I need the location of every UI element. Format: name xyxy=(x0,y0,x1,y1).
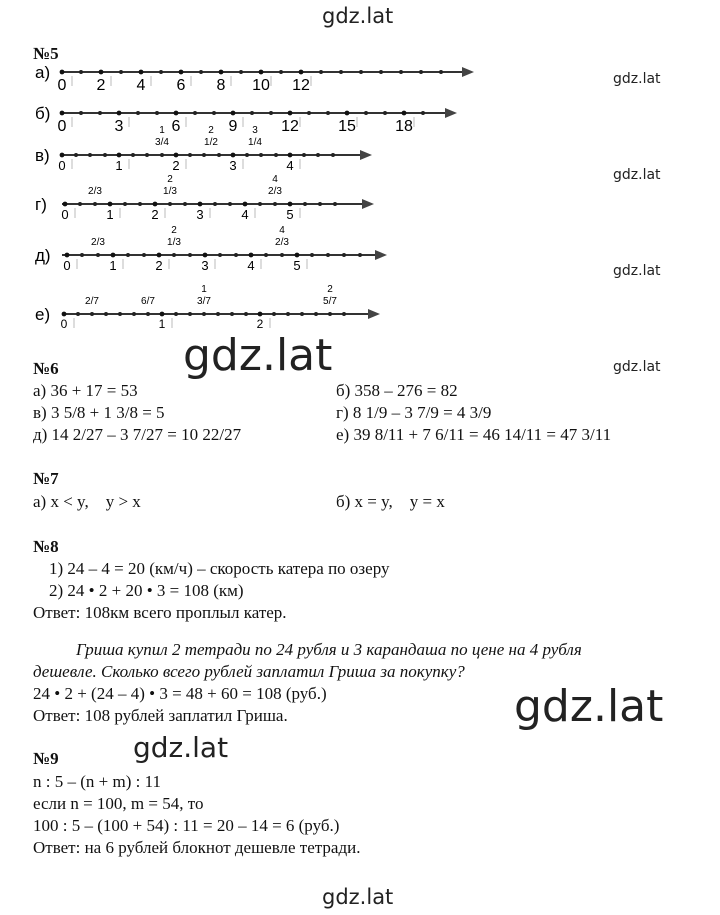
watermark-top: gdz.lat xyxy=(322,4,394,28)
task7-b: б) x = y, y = x xyxy=(336,492,445,511)
axis-arrow xyxy=(368,309,380,319)
task6-v: в) 3 5/8 + 1 3/8 = 5 xyxy=(33,403,165,422)
axis-dot xyxy=(316,153,320,157)
axis-dot xyxy=(379,70,383,74)
axis-dot xyxy=(98,111,102,115)
axis-dot xyxy=(216,312,220,316)
axis-dot xyxy=(126,253,130,257)
tick-label: 2 xyxy=(155,258,163,273)
axis-dot xyxy=(258,202,262,206)
task8-solution: 24 • 2 + (24 – 4) • 3 = 48 + 60 = 108 (руб.) xyxy=(33,684,327,703)
axis-dot xyxy=(286,312,290,316)
axis-tick xyxy=(288,202,293,207)
number-lines xyxy=(0,0,720,340)
task5-title: №5 xyxy=(33,44,59,63)
tick-label: 0 xyxy=(57,118,67,135)
axis-dot xyxy=(74,153,78,157)
tick-label: 6 xyxy=(171,118,181,135)
tick-label: 5 xyxy=(293,258,301,273)
axis-arrow xyxy=(462,67,474,77)
axis-dot xyxy=(79,70,83,74)
axis-dot xyxy=(307,111,311,115)
task9-answer: Ответ: на 6 рублей блокнот дешевле тетради. xyxy=(33,838,361,857)
watermark-right-3: gdz.lat xyxy=(613,263,661,279)
mark-fraction: 2/3 xyxy=(275,237,289,248)
axis-tick xyxy=(108,202,113,207)
axis-tick xyxy=(231,111,236,116)
tick-label: 6 xyxy=(176,77,186,94)
axis-dot xyxy=(160,153,164,157)
axis-tick xyxy=(288,153,293,158)
axis-tick xyxy=(174,111,179,116)
tick-label: 10 xyxy=(252,77,270,94)
mark-whole: 2 xyxy=(327,284,333,295)
axis-dot xyxy=(202,153,206,157)
axis-tick xyxy=(153,202,158,207)
mark-fraction: 3/4 xyxy=(155,137,169,148)
mark-whole: 4 xyxy=(272,174,278,185)
axis-dot xyxy=(358,253,362,257)
axis-dot xyxy=(342,253,346,257)
axis-tick xyxy=(402,111,407,116)
axis-tick xyxy=(203,253,208,258)
axis-tick xyxy=(198,202,203,207)
axis-dot xyxy=(264,253,268,257)
tick-label: 1 xyxy=(106,207,114,222)
axis-dot xyxy=(93,202,97,206)
axis-dot xyxy=(439,70,443,74)
axis-dot xyxy=(159,70,163,74)
mark-fraction: 6/7 xyxy=(141,296,155,307)
axis-dot xyxy=(245,153,249,157)
mark-fraction: 1/3 xyxy=(167,237,181,248)
axis-dot xyxy=(399,70,403,74)
axis-dot xyxy=(302,153,306,157)
axis-tick xyxy=(62,312,67,317)
axis-tick xyxy=(60,111,65,116)
tick-label: 4 xyxy=(286,158,294,173)
mark-whole: 2 xyxy=(208,125,214,136)
tick-label: 12 xyxy=(281,118,299,135)
axis-dot xyxy=(174,312,178,316)
task9-calculation: 100 : 5 – (100 + 54) : 11 = 20 – 14 = 6 (руб.) xyxy=(33,816,340,835)
axis-dot xyxy=(145,153,149,157)
axis-dot xyxy=(314,312,318,316)
watermark-large-3: gdz.lat xyxy=(133,731,229,764)
line-label: г) xyxy=(35,195,47,214)
axis-dot xyxy=(96,253,100,257)
axis-dot xyxy=(342,312,346,316)
axis-dot xyxy=(90,312,94,316)
watermark-large-1: gdz.lat xyxy=(183,330,333,381)
axis-dot xyxy=(138,202,142,206)
tick-label: 4 xyxy=(136,77,146,94)
axis-dot xyxy=(212,111,216,115)
line-label: в) xyxy=(35,146,50,165)
axis-tick xyxy=(139,70,144,75)
line-label: б) xyxy=(35,104,51,123)
tick-label: 1 xyxy=(115,158,123,173)
tick-label: 4 xyxy=(247,258,255,273)
tick-label: 0 xyxy=(58,158,66,173)
axis-dot xyxy=(333,202,337,206)
mark-whole: 2 xyxy=(171,225,177,236)
mark-whole: 1 xyxy=(201,284,207,295)
tick-label: 0 xyxy=(63,258,71,273)
tick-label: 3 xyxy=(114,118,124,135)
task8-step2: 2) 24 • 2 + 20 • 3 = 108 (км) xyxy=(49,581,244,600)
axis-dot xyxy=(230,312,234,316)
axis-dot xyxy=(123,202,127,206)
axis-tick xyxy=(157,253,162,258)
task8-answer1: Ответ: 108км всего проплыл катер. xyxy=(33,603,287,622)
task9-expression: n : 5 – (n + m) : 11 xyxy=(33,772,161,791)
task6-e: е) 39 8/11 + 7 6/11 = 46 14/11 = 47 3/11 xyxy=(336,425,612,444)
axis-tick xyxy=(249,253,254,258)
axis-dot xyxy=(131,153,135,157)
axis-dot xyxy=(244,312,248,316)
tick-label: 0 xyxy=(60,317,68,331)
axis-dot xyxy=(88,153,92,157)
task8-step1: 1) 24 – 4 = 20 (км/ч) – скорость катера по озеру xyxy=(49,559,390,578)
tick-label: 9 xyxy=(228,118,238,135)
axis-dot xyxy=(326,253,330,257)
mark-fraction: 5/7 xyxy=(323,296,337,307)
axis-dot xyxy=(188,312,192,316)
axis-dot xyxy=(118,312,122,316)
mark-fraction: 1/3 xyxy=(163,186,177,197)
axis-tick xyxy=(117,111,122,116)
tick-label: 8 xyxy=(216,77,226,94)
axis-dot xyxy=(79,111,83,115)
axis-tick xyxy=(345,111,350,116)
axis-tick xyxy=(243,202,248,207)
axis-dot xyxy=(419,70,423,74)
axis-dot xyxy=(188,153,192,157)
axis-dot xyxy=(202,312,206,316)
axis-dot xyxy=(80,253,84,257)
axis-dot xyxy=(259,153,263,157)
watermark-large-2: gdz.lat xyxy=(514,681,664,732)
axis-dot xyxy=(273,202,277,206)
task8-problem-line2: дешевле. Сколько всего рублей заплатил Гриша за покупку? xyxy=(33,662,465,681)
line-label: е) xyxy=(35,305,51,324)
tick-label: 3 xyxy=(201,258,209,273)
mark-fraction: 2/3 xyxy=(91,237,105,248)
axis-tick xyxy=(259,70,264,75)
axis-dot xyxy=(280,253,284,257)
axis-tick xyxy=(63,202,68,207)
axis-dot xyxy=(142,253,146,257)
tick-label: 2 xyxy=(172,158,180,173)
axis-tick xyxy=(288,111,293,116)
tick-label: 12 xyxy=(292,77,310,94)
task7-title: №7 xyxy=(33,469,59,488)
axis-arrow xyxy=(362,199,374,209)
task8-problem-line1: Гриша купил 2 тетради по 24 рубля и 3 карандаша по цене на 4 рубля xyxy=(76,640,582,659)
tick-label: 0 xyxy=(57,77,67,94)
axis-dot xyxy=(155,111,159,115)
mark-whole: 4 xyxy=(279,225,285,236)
axis-tick xyxy=(219,70,224,75)
task6-b: б) 358 – 276 = 82 xyxy=(336,381,458,400)
axis-tick xyxy=(65,253,70,258)
axis-dot xyxy=(234,253,238,257)
axis-dot xyxy=(359,70,363,74)
axis-dot xyxy=(218,253,222,257)
tick-label: 3 xyxy=(196,207,204,222)
axis-tick xyxy=(111,253,116,258)
axis-tick xyxy=(299,70,304,75)
task6-a: а) 36 + 17 = 53 xyxy=(33,381,138,400)
tick-label: 2 xyxy=(96,77,106,94)
axis-dot xyxy=(103,153,107,157)
mark-fraction: 2/7 xyxy=(85,296,99,307)
task9-title: №9 xyxy=(33,749,59,768)
axis-dot xyxy=(250,111,254,115)
axis-dot xyxy=(168,202,172,206)
axis-tick xyxy=(295,253,300,258)
axis-dot xyxy=(217,153,221,157)
axis-dot xyxy=(146,312,150,316)
mark-fraction: 2/3 xyxy=(88,186,102,197)
axis-dot xyxy=(119,70,123,74)
axis-arrow xyxy=(445,108,457,118)
task6-title: №6 xyxy=(33,359,59,378)
axis-arrow xyxy=(375,250,387,260)
watermark-right-2: gdz.lat xyxy=(613,167,661,183)
axis-dot xyxy=(104,312,108,316)
axis-tick xyxy=(231,153,236,158)
axis-tick xyxy=(179,70,184,75)
axis-dot xyxy=(272,312,276,316)
axis-dot xyxy=(132,312,136,316)
task8-answer2: Ответ: 108 рублей заплатил Гриша. xyxy=(33,706,288,725)
axis-dot xyxy=(326,111,330,115)
axis-dot xyxy=(318,202,322,206)
mark-fraction: 1/4 xyxy=(248,137,262,148)
axis-dot xyxy=(339,70,343,74)
axis-dot xyxy=(228,202,232,206)
axis-tick xyxy=(258,312,263,317)
axis-dot xyxy=(328,312,332,316)
mark-fraction: 3/7 xyxy=(197,296,211,307)
axis-dot xyxy=(199,70,203,74)
axis-arrow xyxy=(360,150,372,160)
axis-dot xyxy=(310,253,314,257)
axis-dot xyxy=(383,111,387,115)
axis-tick xyxy=(160,312,165,317)
axis-dot xyxy=(279,70,283,74)
tick-label: 4 xyxy=(241,207,249,222)
tick-label: 15 xyxy=(338,118,356,135)
axis-tick xyxy=(60,153,65,158)
axis-dot xyxy=(76,312,80,316)
axis-dot xyxy=(213,202,217,206)
tick-label: 2 xyxy=(151,207,159,222)
axis-dot xyxy=(319,70,323,74)
axis-tick xyxy=(174,153,179,158)
watermark-right-4: gdz.lat xyxy=(613,359,661,375)
axis-dot xyxy=(421,111,425,115)
watermark-bottom: gdz.lat xyxy=(322,885,394,909)
line-label: д) xyxy=(35,246,51,265)
axis-tick xyxy=(60,70,65,75)
task7-a: а) x < y, y > x xyxy=(33,492,141,511)
axis-dot xyxy=(303,202,307,206)
axis-dot xyxy=(78,202,82,206)
task6-g: г) 8 1/9 – 3 7/9 = 4 3/9 xyxy=(336,403,492,422)
task8-title: №8 xyxy=(33,537,59,556)
axis-dot xyxy=(172,253,176,257)
tick-label: 2 xyxy=(256,317,264,331)
tick-label: 0 xyxy=(61,207,69,222)
tick-label: 3 xyxy=(229,158,237,173)
tick-label: 1 xyxy=(158,317,166,331)
tick-label: 1 xyxy=(109,258,117,273)
line-label: а) xyxy=(35,63,51,82)
axis-dot xyxy=(193,111,197,115)
tick-label: 18 xyxy=(395,118,413,135)
mark-whole: 3 xyxy=(252,125,258,136)
mark-fraction: 2/3 xyxy=(268,186,282,197)
axis-tick xyxy=(99,70,104,75)
axis-dot xyxy=(331,153,335,157)
task6-d: д) 14 2/27 – 3 7/27 = 10 22/27 xyxy=(33,425,242,444)
axis-dot xyxy=(136,111,140,115)
axis-dot xyxy=(183,202,187,206)
axis-dot xyxy=(300,312,304,316)
axis-tick xyxy=(117,153,122,158)
axis-dot xyxy=(269,111,273,115)
axis-dot xyxy=(188,253,192,257)
tick-label: 5 xyxy=(286,207,294,222)
axis-dot xyxy=(239,70,243,74)
task9-condition: если n = 100, m = 54, то xyxy=(33,794,204,813)
mark-whole: 2 xyxy=(167,174,173,185)
mark-whole: 1 xyxy=(159,125,165,136)
axis-dot xyxy=(364,111,368,115)
axis-dot xyxy=(274,153,278,157)
watermark-right-1: gdz.lat xyxy=(613,71,661,87)
mark-fraction: 1/2 xyxy=(204,137,218,148)
